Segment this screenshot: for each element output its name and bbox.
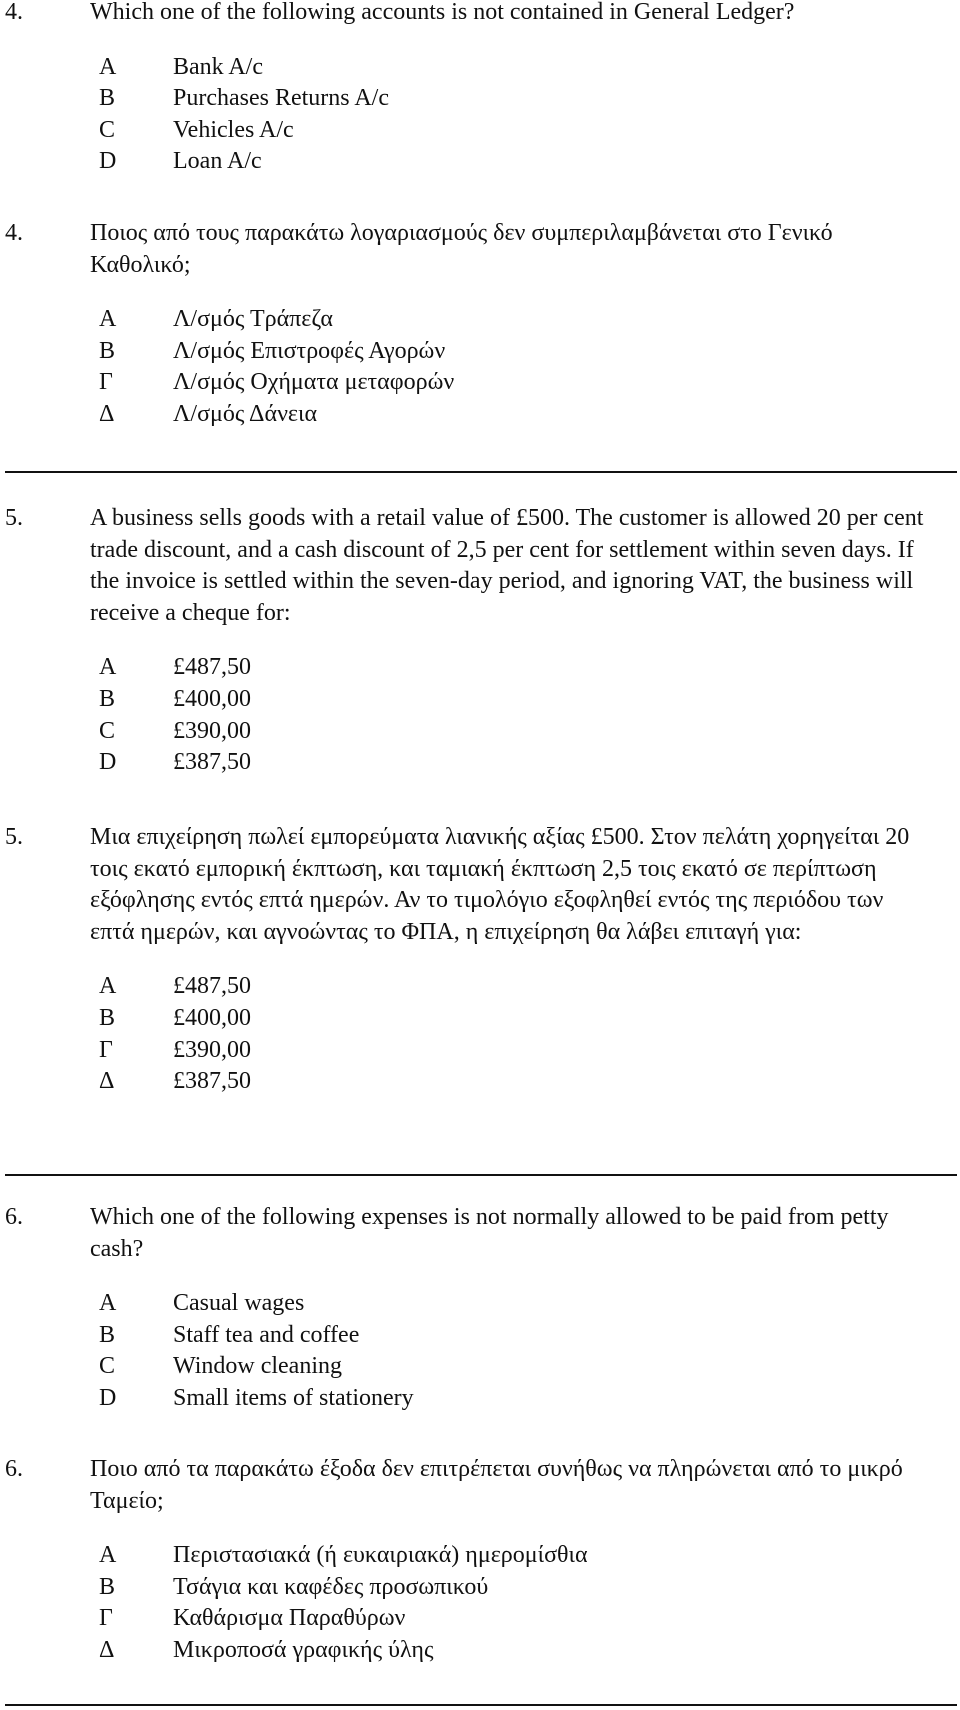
option-letter: Γ <box>99 1036 113 1063</box>
option-row <box>99 83 960 115</box>
option-letter: D <box>99 749 117 776</box>
option-row <box>99 1003 960 1035</box>
option-letter: B <box>99 1321 116 1348</box>
option-letter: D <box>99 148 117 175</box>
section-divider <box>5 1704 957 1706</box>
option-letter: A <box>99 1290 117 1317</box>
option-letter: A <box>99 306 117 333</box>
option-text: Λ/σμός Τράπεζα <box>173 306 333 333</box>
option-text: Λ/σμός Οχήματα μεταφορών <box>173 369 455 396</box>
option-row <box>99 115 960 147</box>
option-text: £400,00 <box>173 685 251 712</box>
question-number: 6. <box>5 1456 23 1482</box>
option-row <box>99 1540 960 1572</box>
option-letter: A <box>99 654 117 681</box>
option-letter: Δ <box>99 400 115 427</box>
option-text: Καθάρισμα Παραθύρων <box>173 1605 406 1632</box>
option-letter: A <box>99 973 117 1000</box>
question-block <box>0 218 960 431</box>
option-letter: B <box>99 1573 116 1600</box>
option-text: Loan A/c <box>173 148 262 175</box>
option-text: Λ/σμός Επιστροφές Αγορών <box>173 337 446 364</box>
option-row <box>99 1603 960 1635</box>
question-number: 4. <box>5 0 23 25</box>
option-row <box>99 367 960 399</box>
option-row <box>99 1288 960 1320</box>
option-row <box>99 399 960 431</box>
section-divider <box>5 1174 957 1176</box>
option-letter: C <box>99 116 116 143</box>
option-text: Small items of stationery <box>173 1384 414 1411</box>
question-text: Μια επιχείρηση πωλεί εμπορεύματα λιανικής αξίας £500. Στον πελάτη χορηγείται 20 τοις εκατό εμπορική έκπτωση, και ταμιακή έκπτωση 2,5 τοις εκατό σε περίπτωση εξόφλησης εντός επτά ημερών. Αν το τιμολόγιο εξοφληθεί εντός της περιόδου των επτά ημερών, και αγνοώντας το ΦΠΑ, η επιχείρηση θα λάβει επιταγή για: <box>90 824 910 945</box>
option-row <box>99 684 960 716</box>
option-text: Περιστασιακά (ή ευκαιριακά) ημερομίσθια <box>173 1542 588 1569</box>
option-text: £487,50 <box>173 654 251 681</box>
option-letter: Δ <box>99 1636 115 1663</box>
option-letter: Γ <box>99 369 113 396</box>
option-letter: Γ <box>99 1605 113 1632</box>
option-letter: B <box>99 337 116 364</box>
question-block <box>0 822 960 1098</box>
option-letter: D <box>99 1384 117 1411</box>
option-row <box>99 747 960 779</box>
option-letter: B <box>99 1004 116 1031</box>
option-text: £487,50 <box>173 973 251 1000</box>
option-row <box>99 1383 960 1415</box>
option-letter: Δ <box>99 1068 115 1095</box>
section-divider <box>5 471 957 473</box>
option-row <box>99 146 960 178</box>
option-text: £390,00 <box>173 717 251 744</box>
option-row <box>99 971 960 1003</box>
option-letter: A <box>99 53 117 80</box>
option-text: Μικροποσά γραφικής ύλης <box>173 1636 434 1663</box>
option-row <box>99 336 960 368</box>
option-row <box>99 304 960 336</box>
question-text: A business sells goods with a retail value of £500. The customer is allowed 20 per cent trade discount, and a cash discount of 2,5 per cent for settlement within seven days. If the invoice is settled within the seven-day period, and ignoring VAT, the business will receive a cheque for: <box>90 505 924 626</box>
option-row <box>99 652 960 684</box>
option-text: Window cleaning <box>173 1353 342 1380</box>
question-block <box>0 1202 960 1415</box>
option-text: Bank A/c <box>173 53 263 80</box>
question-block <box>0 0 960 178</box>
option-text: Τσάγια και καφέδες προσωπικού <box>173 1573 489 1600</box>
question-text: Ποιο από τα παρακάτω έξοδα δεν επιτρέπεται συνήθως να πληρώνεται από το μικρό Ταμείο; <box>90 1456 903 1514</box>
option-text: £400,00 <box>173 1004 251 1031</box>
question-number: 6. <box>5 1204 23 1230</box>
question-text: Ποιος από τους παρακάτω λογαριασμούς δεν συμπεριλαμβάνεται στο Γενικό Καθολικό; <box>90 220 833 278</box>
option-letter: A <box>99 1542 117 1569</box>
option-text: £390,00 <box>173 1036 251 1063</box>
question-number: 5. <box>5 824 23 850</box>
question-text: Which one of the following accounts is not contained in General Ledger? <box>90 0 795 25</box>
option-row <box>99 1320 960 1352</box>
option-row <box>99 716 960 748</box>
question-block <box>0 1454 960 1667</box>
option-text: Staff tea and coffee <box>173 1321 360 1348</box>
option-letter: C <box>99 1353 116 1380</box>
option-text: Casual wages <box>173 1290 305 1317</box>
question-text: Which one of the following expenses is not normally allowed to be paid from petty cash? <box>90 1204 889 1262</box>
option-row <box>99 1066 960 1098</box>
option-row <box>99 1035 960 1067</box>
option-text: £387,50 <box>173 749 251 776</box>
question-number: 5. <box>5 505 23 531</box>
option-row <box>99 1351 960 1383</box>
option-row <box>99 1635 960 1667</box>
question-number: 4. <box>5 220 23 246</box>
option-row <box>99 52 960 84</box>
option-letter: C <box>99 717 116 744</box>
option-letter: B <box>99 685 116 712</box>
option-text: Λ/σμός Δάνεια <box>173 400 318 427</box>
option-row <box>99 1572 960 1604</box>
option-text: Purchases Returns A/c <box>173 85 389 112</box>
option-text: £387,50 <box>173 1068 251 1095</box>
question-block <box>0 503 960 779</box>
option-letter: B <box>99 85 116 112</box>
option-text: Vehicles A/c <box>173 116 294 143</box>
